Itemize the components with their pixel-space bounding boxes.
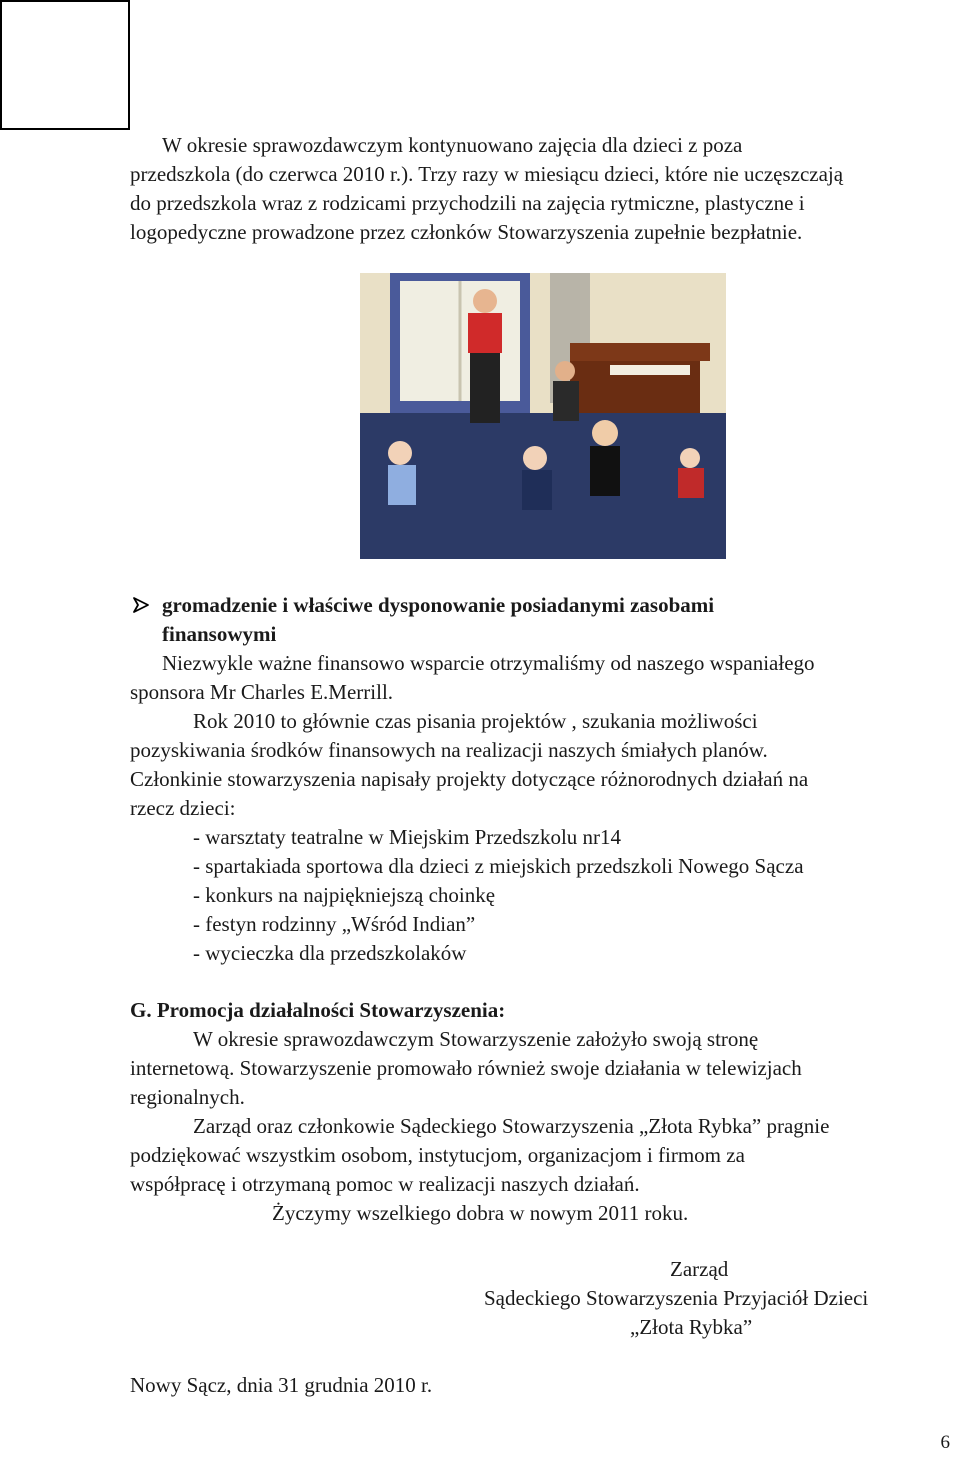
list-item: - konkurs na najpiękniejszą choinkę xyxy=(193,883,496,907)
signature-line-3: „Złota Rybka” xyxy=(630,1315,753,1339)
page-number: 6 xyxy=(940,1432,950,1453)
list-item: - festyn rodzinny „Wśród Indian” xyxy=(193,912,476,936)
intro-line-1: W okresie sprawozdawczym kontynuowano zajęcia dla dzieci z poza xyxy=(162,133,743,157)
intro-line-4: logopedyczne prowadzone przez członków Stowarzyszenia zupełnie bezpłatnie. xyxy=(130,220,803,244)
section-f-body-line-3: Rok 2010 to głównie czas pisania projektów , szukania możliwości xyxy=(193,709,758,733)
section-g-body-line-4: Zarząd oraz członkowie Sądeckiego Stowarzyszenia „Złota Rybka” pragnie xyxy=(193,1114,830,1138)
section-f-heading-line-2: finansowymi xyxy=(162,622,277,646)
section-g-body-line-5: podziękować wszystkim osobom, instytucjom, organizacjom i firmom za xyxy=(130,1143,745,1167)
section-f-body-line-1: Niezwykle ważne finansowo wsparcie otrzymaliśmy od naszego wspaniałego xyxy=(162,651,815,675)
list-item: - spartakiada sportowa dla dzieci z miejskich przedszkoli Nowego Sącza xyxy=(193,854,804,878)
place-date: Nowy Sącz, dnia 31 grudnia 2010 r. xyxy=(130,1373,433,1397)
section-g-heading: G. Promocja działalności Stowarzyszenia: xyxy=(130,998,506,1022)
closing-wishes: Życzymy wszelkiego dobra w nowym 2011 roku. xyxy=(272,1201,689,1225)
list-item: - wycieczka dla przedszkolaków xyxy=(193,941,467,965)
intro-line-2: przedszkola (do czerwca 2010 r.). Trzy razy w miesiącu dzieci, które nie uczęszczają xyxy=(130,162,844,186)
section-g-body-line-3: regionalnych. xyxy=(130,1085,245,1109)
list-item: - warsztaty teatralne w Miejskim Przedszkolu nr14 xyxy=(193,825,622,849)
activity-photo xyxy=(360,273,726,559)
section-f-body-line-5: Członkinie stowarzyszenia napisały projekty dotyczące różnorodnych działań na xyxy=(130,767,809,791)
corner-frame xyxy=(0,0,130,130)
signature-line-2: Sądeckiego Stowarzyszenia Przyjaciół Dzieci xyxy=(484,1286,869,1310)
section-f-heading-line-1: gromadzenie i właściwe dysponowanie posiadanymi zasobami xyxy=(162,593,715,617)
intro-line-3: do przedszkola wraz z rodzicami przychodzili na zajęcia rytmiczne, plastyczne i xyxy=(130,191,805,215)
section-g-body-line-2: internetową. Stowarzyszenie promowało również swoje działania w telewizjach xyxy=(130,1056,802,1080)
section-g-body-line-6: współpracę i otrzymaną pomoc w realizacji naszych działań. xyxy=(130,1172,640,1196)
section-f-body-line-4: pozyskiwania środków finansowych na realizacji naszych śmiałych planów. xyxy=(130,738,768,762)
section-f-body-line-6: rzecz dzieci: xyxy=(130,796,236,820)
section-g-body-line-1: W okresie sprawozdawczym Stowarzyszenie założyło swoją stronę xyxy=(193,1027,759,1051)
section-f-body-line-2: sponsora Mr Charles E.Merrill. xyxy=(130,680,394,704)
signature-line-1: Zarząd xyxy=(670,1257,729,1281)
arrowhead-bullet-icon xyxy=(132,596,150,614)
